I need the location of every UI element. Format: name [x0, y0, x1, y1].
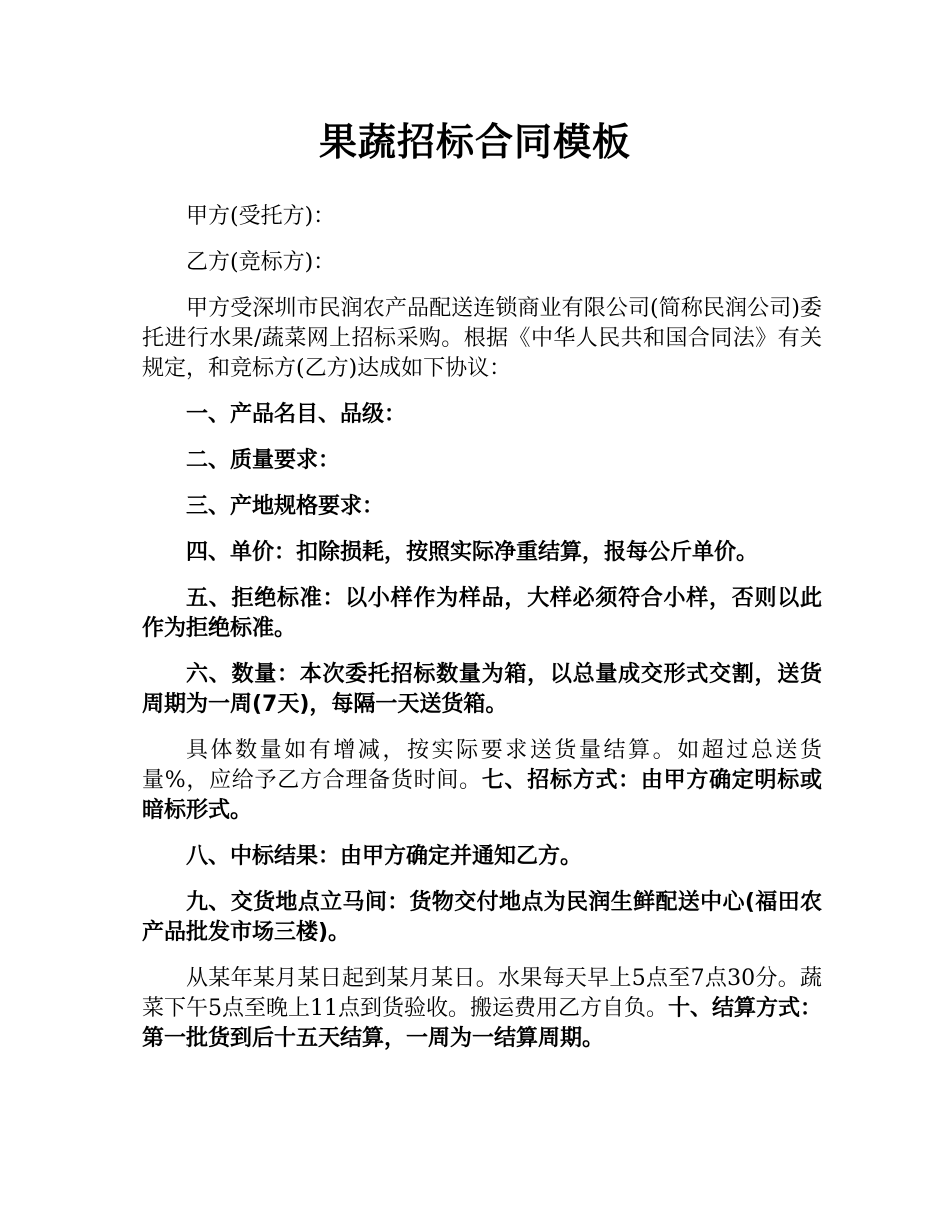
document-title: 果蔬招标合同模板 [318, 120, 631, 164]
clause-8 [142, 842, 822, 872]
paragraph-text: 甲方受深圳市民润农产品配送连锁商业有限公司(简称民润公司)委托进行水果/蔬菜网上招标采购。根据《中华人民共和国合同法》有关规定，和竞标方(乙方)达成如下协议： [142, 296, 822, 381]
paragraph-schedule-and-clause-10 [142, 964, 822, 1054]
clause-heading: 十、结算方式：第一批货到后十五天结算，一周为一结算周期。 [142, 996, 823, 1051]
clause-1 [142, 400, 822, 430]
paragraph-party-a [142, 202, 822, 232]
paragraph-party-b [142, 248, 822, 278]
clause-heading: 四、单价：扣除损耗，按照实际净重结算，报每公斤单价。 [186, 540, 759, 565]
paragraph-text: 从某年某月某日起到某月某日。水果每天早上5点至7点30分。蔬菜下午5点至晚上11点到货验收。搬运费用乙方自负。 [142, 966, 822, 1021]
clause-heading: 五、拒绝标准：以小样作为样品，大样必须符合小样，否则以此作为拒绝标准。 [142, 586, 822, 641]
document-body [142, 202, 822, 1070]
clause-5 [142, 584, 822, 644]
clause-9 [142, 888, 822, 948]
paragraph-text: 甲方(受托方)： [186, 204, 336, 229]
clause-4 [142, 538, 822, 568]
clause-2 [142, 446, 822, 476]
clause-heading: 二、质量要求： [186, 448, 341, 473]
clause-heading: 一、产品名目、品级： [186, 402, 407, 427]
clause-heading: 三、产地规格要求： [186, 494, 385, 519]
clause-heading: 八、中标结果：由甲方确定并通知乙方。 [186, 844, 583, 869]
paragraph-text: 乙方(竞标方)： [186, 250, 336, 275]
paragraph-intro [142, 294, 822, 384]
clause-heading: 七、招标方式：由甲方确定明标或暗标形式。 [142, 768, 822, 823]
clause-3 [142, 492, 822, 522]
clause-6 [142, 660, 822, 720]
paragraph-text: 具体数量如有增减，按实际要求送货量结算。如超过总送货量%，应给予乙方合理备货时间。 [142, 738, 822, 793]
clause-heading: 六、数量：本次委托招标数量为箱，以总量成交形式交割，送货周期为一周(7天)，每隔一天送货箱。 [142, 662, 822, 717]
paragraph-quantity-and-clause-7 [142, 736, 822, 826]
clause-heading: 九、交货地点立马间：货物交付地点为民润生鲜配送中心(福田农产品批发市场三楼)。 [142, 890, 822, 945]
